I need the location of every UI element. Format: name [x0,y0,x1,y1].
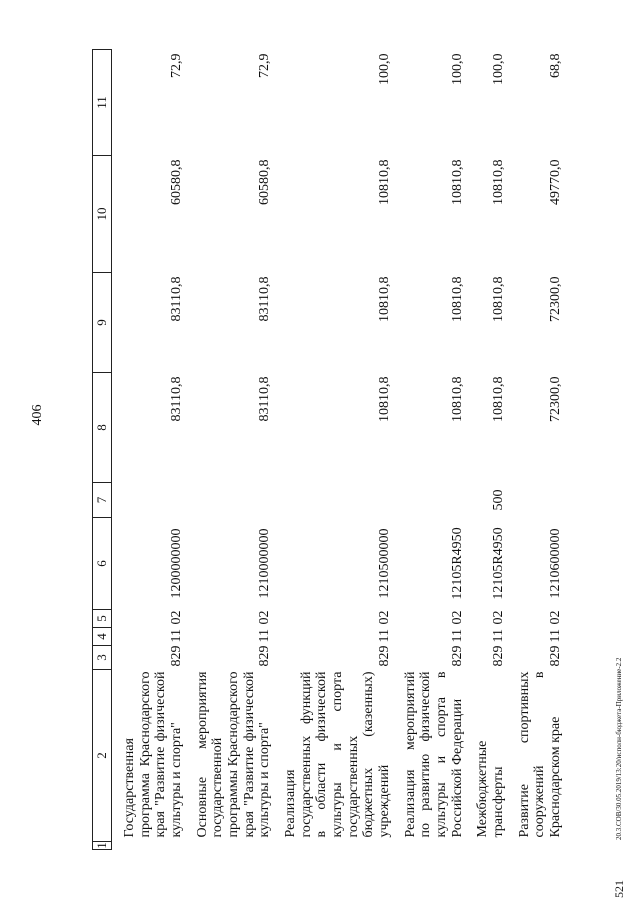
row-col9: 72300,0 [548,276,564,322]
row-col10: 10810,8 [377,159,393,205]
row-col1 [273,842,393,850]
row-ministry-code: 829 [449,645,465,667]
row-col11: 72,9 [257,53,273,78]
rotated-table-region [92,50,602,850]
row-col8: 83110,8 [169,376,185,422]
row-name: Основные мероприятия государственной программы Краснодарского края "Развитие физической культуры и спорта" [194,671,273,838]
row-col1 [393,842,466,850]
row-target-article: 1210500000 [377,528,393,599]
row-expense-type [507,483,564,518]
row-col8: 10810,8 [449,376,465,422]
row-col11: 100,0 [449,53,465,85]
row-name: Реализация мероприятий по развитию физической культуры и спорта в Российской Федерации [402,671,465,838]
row-col8: 10810,8 [377,376,393,422]
row-col9: 83110,8 [257,276,273,322]
row-col10: 10810,8 [491,159,507,205]
row-col1 [185,842,273,850]
row-subsection: 02 [257,610,273,625]
header-cell: 2 [93,670,112,842]
row-section: 11 [377,629,393,643]
row-col9: 10810,8 [449,276,465,322]
row-target-article: 12105R4950 [449,527,465,600]
row-col10: 60580,8 [257,159,273,205]
row-target-article: 1210000000 [257,528,273,599]
page-number: 406 [30,404,45,426]
table-row [507,50,564,850]
header-cell: 8 [93,373,112,483]
row-name: Межбюджетные трансферты [475,740,507,838]
table-row [273,50,393,850]
row-expense-type [185,483,273,518]
row-col11: 100,0 [377,53,393,85]
row-subsection: 02 [377,610,393,625]
row-name: Государственная программа Краснодарского края "Развитие физической культуры и спорта" [122,671,185,838]
header-row [93,50,112,850]
row-subsection: 02 [548,610,564,625]
row-expense-type [112,483,185,518]
row-col10: 10810,8 [449,159,465,205]
row-col11: 68,8 [548,53,564,78]
row-col9: 10810,8 [491,276,507,322]
row-target-article: 1210600000 [548,528,564,599]
table-row [393,50,466,850]
header-cell: 9 [93,273,112,373]
table-row [185,50,273,850]
row-col9: 10810,8 [377,276,393,322]
row-target-article: 12105R4950 [491,527,507,600]
row-target-article: 1200000000 [169,528,185,599]
row-col10: 60580,8 [169,159,185,205]
row-col8: 83110,8 [257,376,273,422]
row-col11: 72,9 [169,53,185,78]
row-section: 11 [491,629,507,643]
header-cell: 4 [93,628,112,646]
row-col10: 49770,0 [548,159,564,205]
row-name: Развитие спортивных сооружений в Краснодарском крае [516,671,564,838]
row-ministry-code: 829 [257,645,273,667]
row-ministry-code: 829 [377,645,393,667]
row-col8: 72300,0 [548,376,564,422]
table-row [112,50,185,850]
edge-number: 521 [612,880,626,898]
header-cell: 11 [93,50,112,156]
row-col1 [112,842,185,850]
header-cell: 3 [93,646,112,670]
header-cell: 1 [93,842,112,850]
row-expense-type [393,483,466,518]
row-subsection: 02 [169,610,185,625]
row-section: 11 [449,629,465,643]
header-cell: 10 [93,156,112,273]
header-cell: 6 [93,518,112,610]
row-subsection: 02 [449,610,465,625]
footer-note: 20.3.СОВ/30.05.2019/13:20/исполн-бюджета-Приложение-2.2 [615,657,623,840]
row-expense-type [273,483,393,518]
row-ministry-code: 829 [491,645,507,667]
row-subsection: 02 [491,610,507,625]
row-col1 [507,842,564,850]
row-col9: 83110,8 [169,276,185,322]
table-row [465,50,506,850]
row-col1 [465,842,506,850]
row-section: 11 [257,629,273,643]
header-cell: 5 [93,610,112,628]
row-ministry-code: 829 [548,645,564,667]
budget-table [92,49,564,850]
header-cell: 7 [93,483,112,518]
row-expense-type: 500 [491,489,507,511]
row-section: 11 [169,629,185,643]
row-name: Реализация государственных функций в области физической культуры и спорта государственных бюджетных (казенных) учреждений [283,671,393,838]
row-col8: 10810,8 [491,376,507,422]
row-col11: 100,0 [491,53,507,85]
row-ministry-code: 829 [169,645,185,667]
row-section: 11 [548,629,564,643]
